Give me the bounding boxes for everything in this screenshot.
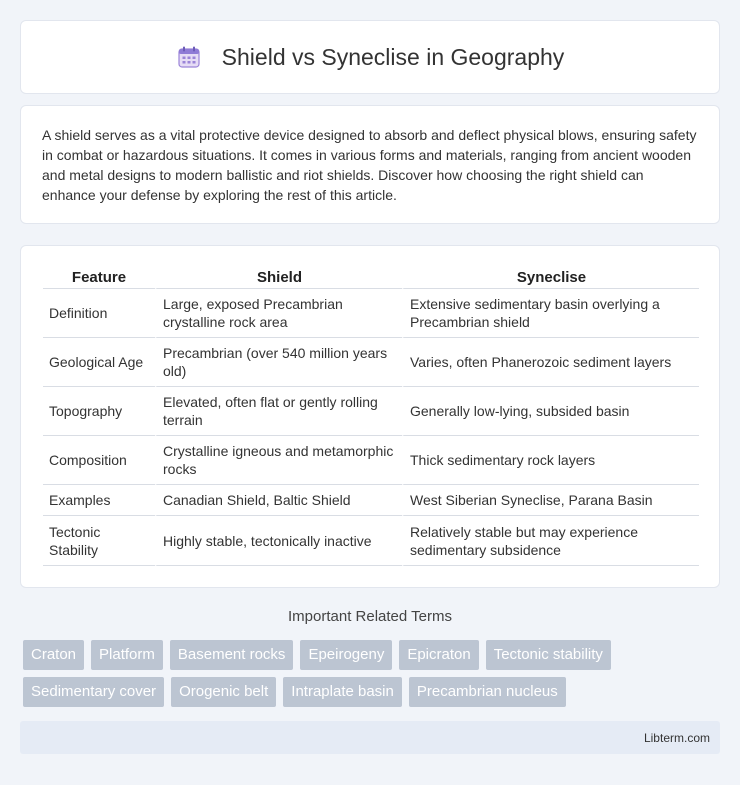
table-header-row [43, 267, 699, 289]
table-cell: Examples [43, 485, 155, 516]
table-cell: Varies, often Phanerozoic sediment layers [402, 338, 699, 387]
tag-precambrian-nucleus[interactable]: Precambrian nucleus [409, 677, 566, 707]
column-header-shield: Shield [155, 267, 402, 289]
table-row [43, 289, 699, 338]
table-row [43, 436, 699, 485]
intro-card [20, 105, 720, 224]
tag-intraplate-basin[interactable]: Intraplate basin [283, 677, 402, 707]
tag-orogenic-belt[interactable]: Orogenic belt [171, 677, 276, 707]
header-card [20, 20, 720, 94]
column-header-feature: Feature [43, 267, 155, 289]
table-cell: Relatively stable but may experience sedimentary subsidence [402, 516, 699, 566]
table-cell: Crystalline igneous and metamorphic rocks [155, 436, 402, 485]
footer-site-link[interactable]: Libterm.com [643, 730, 710, 745]
tag-sedimentary-cover[interactable]: Sedimentary cover [23, 677, 164, 707]
tag-platform[interactable]: Platform [91, 640, 163, 670]
table-cell: Definition [43, 289, 155, 338]
table-cell: Generally low-lying, subsided basin [402, 387, 699, 436]
comparison-table [43, 267, 699, 566]
table-cell: Elevated, often flat or gently rolling terrain [155, 387, 402, 436]
related-terms-tags [23, 640, 723, 707]
intro-text: A shield serves as a vital protective device designed to absorb and deflect physical blows, ensuring safety in combat or hazardous situations. It comes in various forms and materials, ranging from ancient wooden and metal designs to modern ballistic and riot shields. Discover how choosing the right shield can enhance your defense by exploring the rest of this article. [42, 127, 697, 203]
footer [20, 721, 720, 754]
table-cell: Canadian Shield, Baltic Shield [155, 485, 402, 516]
table-row [43, 387, 699, 436]
calendar-icon [176, 44, 202, 70]
table-row [43, 338, 699, 387]
related-terms-title: Important Related Terms [288, 608, 452, 625]
table-cell: Composition [43, 436, 155, 485]
table-cell: Large, exposed Precambrian crystalline rock area [155, 289, 402, 338]
table-cell: Thick sedimentary rock layers [402, 436, 699, 485]
table-cell: Extensive sedimentary basin overlying a Precambrian shield [402, 289, 699, 338]
tag-epeirogeny[interactable]: Epeirogeny [300, 640, 392, 670]
table-cell: Geological Age [43, 338, 155, 387]
table-row [43, 516, 699, 566]
table-row [43, 485, 699, 516]
table-cell: Precambrian (over 540 million years old) [155, 338, 402, 387]
table-cell: Topography [43, 387, 155, 436]
table-cell: Tectonic Stability [43, 516, 155, 566]
column-header-syneclise: Syneclise [402, 267, 699, 289]
table-cell: West Siberian Syneclise, Parana Basin [402, 485, 699, 516]
comparison-table-card [20, 245, 720, 588]
table-cell: Highly stable, tectonically inactive [155, 516, 402, 566]
tag-craton[interactable]: Craton [23, 640, 84, 670]
tag-basement-rocks[interactable]: Basement rocks [170, 640, 294, 670]
tag-epicraton[interactable]: Epicraton [399, 640, 478, 670]
tag-tectonic-stability[interactable]: Tectonic stability [486, 640, 611, 670]
page-title: Shield vs Syneclise in Geography [221, 43, 565, 70]
